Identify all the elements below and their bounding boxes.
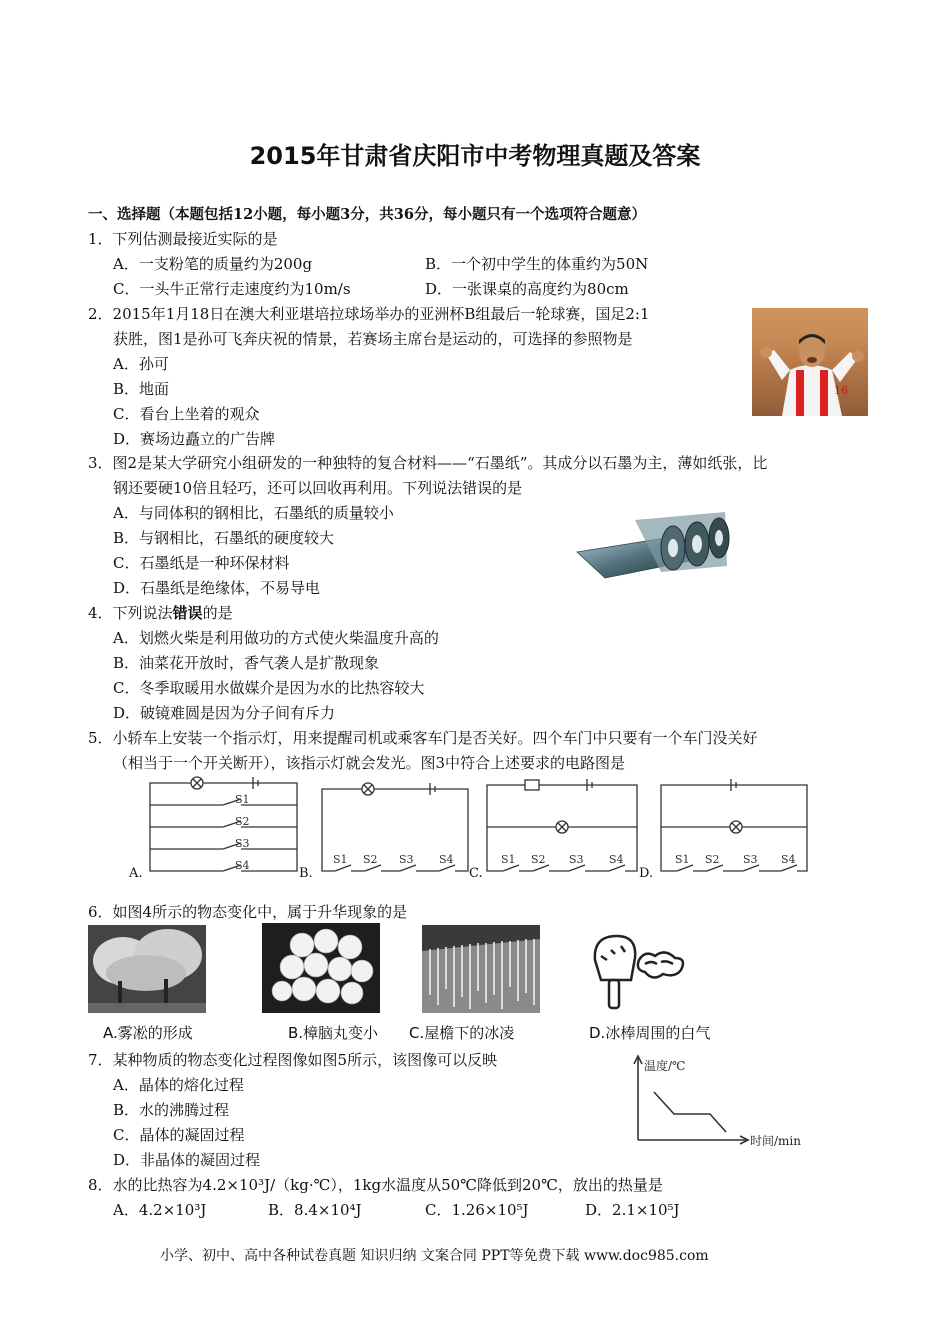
jersey-number: 16 [834, 384, 848, 397]
q4-stem-pre: 4．下列说法 [88, 604, 173, 622]
q7-stem: 7．某种物质的物态变化过程图像如图5所示，该图像可以反映 [88, 1051, 498, 1069]
q4-option-c: C．冬季取暖用水做媒介是因为水的比热容较大 [113, 679, 425, 697]
figure3-circuits [125, 775, 815, 885]
q1-stem: 1．下列估测最接近实际的是 [88, 230, 278, 248]
q3-option-d: D．石墨纸是绝缘体，不易导电 [113, 579, 321, 597]
q4-stem-emphasis: 错误 [172, 604, 203, 622]
circuit-b-s1: S1 [333, 853, 348, 866]
page-footer: 小学、初中、高中各种试卷真题 知识归纳 文案合同 PPT等免费下载 www.doc985.com [160, 1248, 709, 1264]
q2-option-b: B．地面 [113, 380, 170, 398]
figure4-mothballs-photo [262, 923, 380, 1013]
circuit-d-s2: S2 [705, 853, 720, 866]
q1-option-b: B．一个初中学生的体重约为50N [425, 255, 649, 273]
graph-y-label: 温度/℃ [644, 1059, 686, 1073]
q7-option-c: C．晶体的凝固过程 [113, 1126, 245, 1144]
circuit-a-s1: S1 [235, 793, 250, 806]
q4-stem-post: 的是 [202, 604, 233, 622]
q8-option-c: C．1.26×10⁵J [425, 1201, 529, 1219]
q4-option-b: B．油菜花开放时，香气袭人是扩散现象 [113, 654, 380, 672]
q3-stem-line2: 钢还要硬10倍且轻巧，还可以回收再利用。下列说法错误的是 [113, 479, 523, 497]
circuit-b-s4: S4 [439, 853, 454, 866]
q8-stem: 8．水的比热容为4.2×10³J/（kg·℃），1kg水温度从50℃降低到20℃，放出的热量是 [88, 1176, 663, 1194]
circuit-a-s4: S4 [235, 859, 250, 872]
q8-option-b: B．8.4×10⁴J [268, 1201, 362, 1219]
circuit-label-c: C. [469, 866, 483, 881]
circuit-b-s2: S2 [363, 853, 378, 866]
q4-option-d: D．破镜难圆是因为分子间有斥力 [113, 704, 336, 722]
circuit-d-s3: S3 [743, 853, 758, 866]
figure1-player-photo [752, 308, 868, 416]
q6-stem: 6．如图4所示的物态变化中，属于升华现象的是 [88, 903, 408, 921]
circuit-label-d: D. [639, 866, 654, 881]
q6-caption-a: A.雾凇的形成 [103, 1024, 193, 1042]
q7-option-a: A．晶体的熔化过程 [113, 1076, 244, 1094]
q8-option-a: A．4.2×10³J [113, 1201, 207, 1219]
q4-stem [88, 602, 233, 623]
circuit-c-s3: S3 [569, 853, 584, 866]
q6-caption-d: D.冰棒周围的白气 [589, 1024, 711, 1042]
circuit-label-a: A. [129, 866, 143, 881]
figure4-icicles-photo [422, 925, 540, 1013]
q6-caption-b: B.樟脑丸变小 [288, 1024, 379, 1042]
circuit-d-s1: S1 [675, 853, 690, 866]
q3-stem-line1: 3．图2是某大学研究小组研发的一种独特的复合材料——“石墨纸”。其成分以石墨为主，薄如纸张，比 [88, 454, 768, 472]
q8-option-d: D．2.1×10⁵J [585, 1201, 680, 1219]
q7-option-d: D．非晶体的凝固过程 [113, 1151, 261, 1169]
q7-option-b: B．水的沸腾过程 [113, 1101, 230, 1119]
circuit-c-s1: S1 [501, 853, 516, 866]
q5-stem-line2: （相当于一个开关断开），该指示灯就会发光。图3中符合上述要求的电路图是 [113, 754, 626, 772]
q3-option-a: A．与同体积的钢相比，石墨纸的质量较小 [113, 504, 394, 522]
cooling-curve [654, 1092, 726, 1132]
circuit-d-s4: S4 [781, 853, 796, 866]
q2-stem-line2: 获胜，图1是孙可飞奔庆祝的情景，若赛场主席台是运动的，可选择的参照物是 [113, 330, 633, 348]
circuit-c-s2: S2 [531, 853, 546, 866]
figure4-popsicle-drawing [585, 930, 695, 1016]
q2-option-d: D．赛场边矗立的广告牌 [113, 430, 276, 448]
q2-option-a: A．孙可 [113, 355, 169, 373]
q1-option-c: C．一头牛正常行走速度约为10m/s [113, 280, 351, 298]
q5-stem-line1: 5．小轿车上安装一个指示灯，用来提醒司机或乘客车门是否关好。四个车门中只要有一个车门没关好 [88, 729, 758, 747]
figure2-graphite-paper [575, 508, 730, 586]
circuit-a-s3: S3 [235, 837, 250, 850]
q6-caption-c: C.屋檐下的冰凌 [409, 1024, 515, 1042]
q2-stem-line1: 2．2015年1月18日在澳大利亚堪培拉球场举办的亚洲杯B组最后一轮球赛，国足2:1 [88, 305, 650, 323]
section-heading: 一、选择题（本题包括12小题，每小题3分，共36分，每小题只有一个选项符合题意） [88, 206, 646, 223]
figure5-temperature-graph [628, 1052, 818, 1152]
q1-option-a: A．一支粉笔的质量约为200g [113, 255, 313, 273]
graph-x-label: 时间/min [750, 1134, 801, 1148]
q3-option-c: C．石墨纸是一种环保材料 [113, 554, 290, 572]
page-title: 2015年甘肃省庆阳市中考物理真题及答案 [249, 142, 701, 170]
figure4-rime-photo [88, 925, 206, 1013]
q3-option-b: B．与钢相比，石墨纸的硬度较大 [113, 529, 335, 547]
q2-option-c: C．看台上坐着的观众 [113, 405, 260, 423]
q1-option-d: D．一张课桌的高度约为80cm [425, 280, 629, 298]
q4-option-a: A．划燃火柴是利用做功的方式使火柴温度升高的 [113, 629, 439, 647]
circuit-c-s4: S4 [609, 853, 624, 866]
circuit-label-b: B. [299, 866, 313, 881]
circuit-b-s3: S3 [399, 853, 414, 866]
circuit-a-s2: S2 [235, 815, 250, 828]
